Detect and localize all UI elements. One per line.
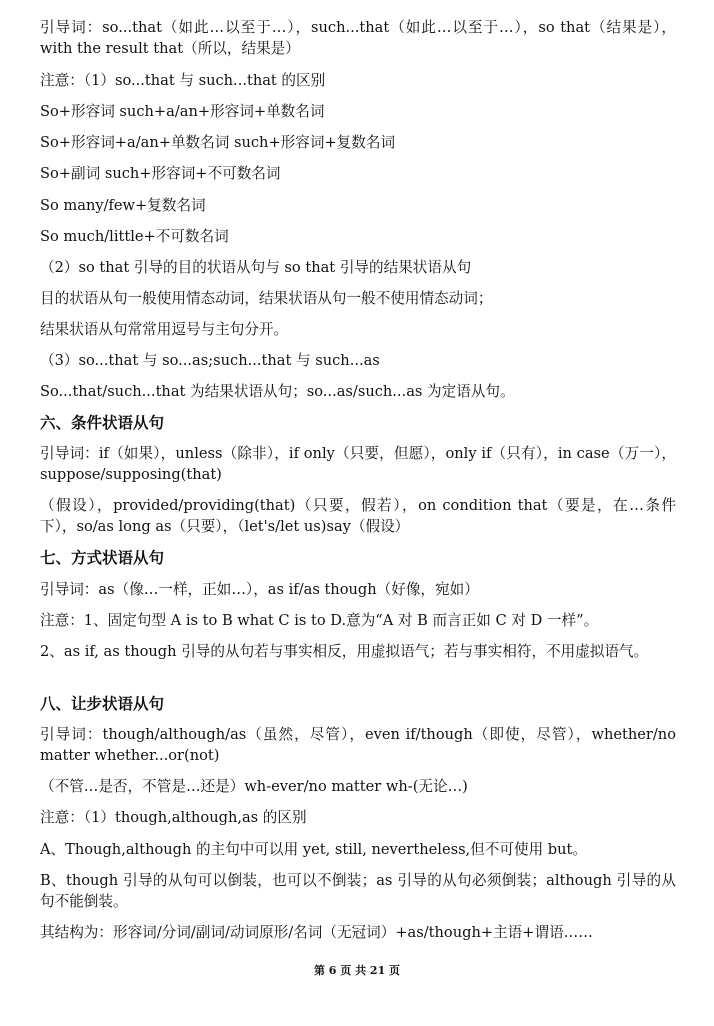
paragraph-note-1: 注意：（1）so...that 与 such...that 的区别 (40, 72, 326, 89)
paragraph-conditional-conjunctions: 引导词：if（如果），unless（除非），if only（只要，但愿），only if（只有），in case（万一），suppose/supposing(that) (40, 445, 676, 483)
paragraph-note-3: （3）so...that 与 so...as;such...that 与 such...as (40, 352, 380, 369)
paragraph-concession-note: 注意：（1）though,although,as 的区别 (40, 809, 307, 826)
paragraph-note-2: （2）so that 引导的目的状语从句与 so that 引导的结果状语从句 (40, 259, 472, 276)
paragraph-rule-1: So+形容词 such+a/an+形容词+单数名词 (40, 103, 325, 120)
paragraph-rule-3: So+副词 such+形容词+不可数名词 (40, 165, 281, 182)
paragraph-concession-b: B、though 引导的从句可以倒装，也可以不倒装；as 引导的从句必须倒装；although 引导的从句不能倒装。 (40, 872, 676, 910)
section-heading-conditional: 六、条件状语从句 (40, 413, 165, 432)
paragraph-inversion-structure: 其结构为：形容词/分词/副词/动词原形/名词（无冠词）+as/though+主语+谓语…… (40, 924, 593, 941)
paragraph-conditional-conjunctions-cont: （假设），provided/providing(that)（只要，假若），on condition that（要是，在…条件下），so/as long as（只要），（let's/let us)say（假设） (40, 497, 676, 535)
paragraph-rule-2: So+形容词+a/an+单数名词 such+形容词+复数名词 (40, 134, 396, 151)
paragraph-purpose-clause: 目的状语从句一般使用情态动词，结果状语从句一般不使用情态动词； (40, 290, 493, 307)
paragraph-rule-5: So much/little+不可数名词 (40, 228, 229, 245)
section-heading-manner: 七、方式状语从句 (40, 548, 165, 567)
paragraph-manner-conjunctions: 引导词：as（像…一样，正如…），as if/as though（好像，宛如） (40, 581, 479, 598)
paragraph-result-clause: 结果状语从句常常用逗号与主句分开。 (40, 321, 289, 338)
paragraph-manner-note-1: 注意：1、固定句型 A is to B what C is to D.意为“A 对 B 而言正如 C 对 D 一样”。 (40, 612, 599, 629)
section-heading-concession: 八、让步状语从句 (40, 694, 165, 713)
paragraph-manner-note-2: 2、as if, as though 引导的从句若与事实相反，用虚拟语气；若与事实相符，不用虚拟语气。 (40, 643, 649, 660)
paragraph-result-conjunctions: 引导词：so...that（如此…以至于…），such...that（如此…以至于…），so that（结果是），with the result that（所以，结果是） (40, 19, 676, 57)
paragraph-concession-conjunctions-cont: （不管…是否，不管是…还是）wh-ever/no matter wh-(无论…) (40, 778, 468, 795)
paragraph-clause-types: So...that/such...that 为结果状语从句；so...as/such...as 为定语从句。 (40, 383, 515, 400)
paragraph-concession-conjunctions: 引导词：though/although/as（虽然，尽管），even if/though（即使，尽管），whether/no matter whether...or(not) (40, 726, 676, 764)
page-footer: 第 6 页 共 21 页 (313, 964, 401, 977)
paragraph-concession-a: A、Though,although 的主句中可以用 yet, still, nevertheless,但不可使用 but。 (40, 841, 588, 858)
paragraph-rule-4: So many/few+复数名词 (40, 197, 206, 214)
